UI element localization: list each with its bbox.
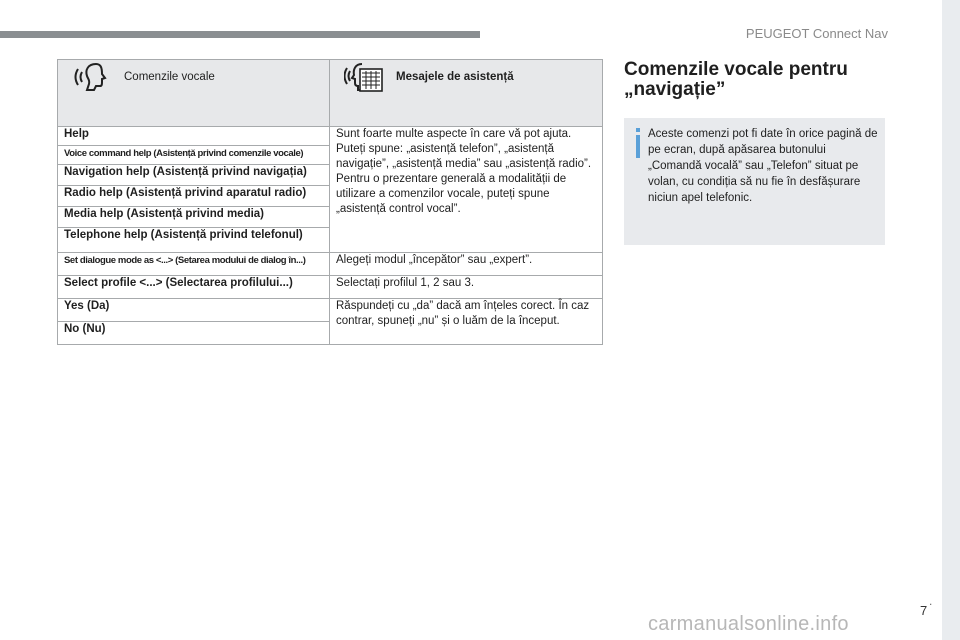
header-cell-messages: [330, 60, 603, 127]
command-cell: Media help (Asistență privind media): [58, 207, 330, 228]
table-row: [58, 276, 603, 299]
page-header-title: PEUGEOT Connect Nav: [745, 26, 888, 41]
command-cell: Voice command help (Asistență privind comenzile vocale): [58, 146, 330, 165]
section-title: Comenzile vocale pentru „navigație”: [624, 59, 848, 100]
header-messages-label: Mesajele de asistență: [396, 70, 514, 83]
header-cell-commands: [58, 60, 330, 127]
command-cell: Help: [58, 127, 330, 146]
header-commands-label: Comenzile vocale: [124, 70, 215, 83]
message-cell: Alegeți modul „începător” sau „expert”.: [330, 253, 603, 276]
command-cell: Set dialogue mode as <...> (Setarea modului de dialog în...): [58, 253, 330, 276]
yesno-message-cell: Răspundeți cu „da” dacă am înțeles corect. În caz contrar, spuneți „nu” și o luăm de la început.: [330, 299, 603, 345]
page-dot: .: [929, 594, 933, 608]
table-header-row: [58, 60, 603, 127]
command-cell: Select profile <...> (Selectarea profilului...): [58, 276, 330, 299]
voice-commands-table: [57, 59, 603, 345]
command-cell: Telephone help (Asistență privind telefonul): [58, 228, 330, 253]
watermark: carmanualsonline.info: [648, 613, 849, 635]
command-cell: Navigation help (Asistență privind navigația): [58, 165, 330, 186]
message-cell: Selectați profilul 1, 2 sau 3.: [330, 276, 603, 299]
page-number: 7: [920, 603, 928, 618]
right-margin-strip: [942, 0, 960, 640]
command-cell: Radio help (Asistență privind aparatul radio): [58, 186, 330, 207]
command-cell: Yes (Da): [58, 299, 330, 322]
info-text: Aceste comenzi pot fi date în orice pagină de pe ecran, după apăsarea butonului „Comandă vocală” sau „Telefon” situat pe volan, cu condiția să nu fie în desfășurare niciun apel telefonic.: [648, 128, 878, 204]
info-box: [624, 118, 885, 245]
top-decoration-bar: [0, 31, 480, 38]
table-row: [58, 299, 603, 322]
info-icon: [636, 128, 640, 158]
table-row: [58, 253, 603, 276]
help-message-cell: Sunt foarte multe aspecte în care vă pot ajuta. Puteți spune: „asistență telefon”, „asistență navigație”, „asistență media” sau „asistență radio”. Pentru o prezentare generală a modalității de utilizare a comenzilor vocale, puteți spune „asistență control vocal”.: [330, 127, 603, 253]
command-cell: No (Nu): [58, 322, 330, 345]
table-row: [58, 127, 603, 146]
voice-command-icon: [72, 60, 112, 94]
assistance-message-icon: [344, 60, 384, 94]
